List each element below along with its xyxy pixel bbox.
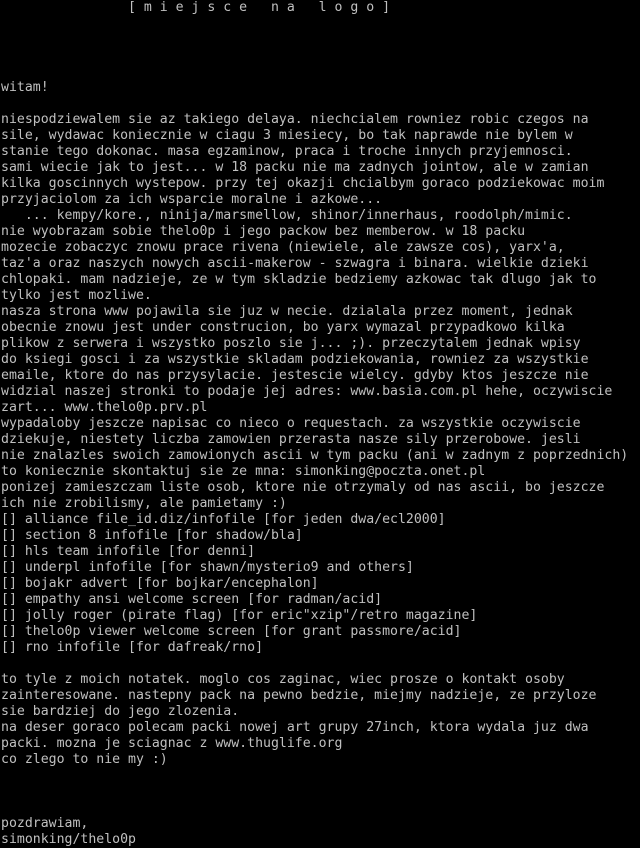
text-line: niespodziewalem sie az takiego delaya. niechcialem rowniez robic czegos na <box>1 112 589 127</box>
text-line: wypadaloby jeszcze napisac co nieco o requestach. za wszystkie oczywiscie <box>1 416 581 431</box>
text-line: [] empathy ansi welcome screen [for radman/acid] <box>1 592 383 607</box>
text-line: [] rno infofile [for dafreak/rno] <box>1 640 264 655</box>
text-line: zart... www.thelo0p.prv.pl <box>1 400 208 415</box>
text-line: simonking/thelo0p <box>1 832 136 847</box>
text-line: sami wiecie jak to jest... w 18 packu nie ma zadnych jointow, ale w zamian <box>1 160 589 175</box>
text-line: tylko jest mozliwe. <box>1 288 152 303</box>
text-line <box>0 32 640 48</box>
text-line: nie znalazles swoich zamowionych ascii w tym packu (ani w zadnym z poprzednich) <box>1 448 629 463</box>
text-line: ponizej zamieszczam liste osob, ktore nie otrzymaly od nas ascii, bo jeszcze <box>1 480 605 495</box>
text-line: widzial naszej stronki to podaje jej adres: www.basia.com.pl hehe, oczywiscie <box>1 384 613 399</box>
text-line <box>0 800 640 816</box>
text-line <box>0 784 640 800</box>
text-line: pozdrawiam, <box>1 816 89 831</box>
text-line <box>0 768 640 784</box>
text-line: plikow z serwera i wszystko poszlo sie j... ;). przeczytalem jednak wpisy <box>1 336 581 351</box>
text-line: witam! <box>1 80 49 95</box>
text-line: [] section 8 infofile [for shadow/bla] <box>1 528 303 543</box>
text-line: packi. mozna je sciagnac z www.thuglife.org <box>1 736 343 751</box>
text-line: przyjaciolom za ich wsparcie moralne i azkowe... <box>1 192 383 207</box>
text-line <box>0 64 640 80</box>
text-line: co zlego to nie my :) <box>1 752 168 767</box>
text-line <box>0 656 640 672</box>
text-line: zainteresowane. nastepny pack na pewno bedzie, miejmy nadzieje, ze przyloze <box>1 688 597 703</box>
text-line: dziekuje, niestety liczba zamowien przerasta nasze sily przerobowe. jesli <box>1 432 581 447</box>
text-line: nie wyobrazam sobie thelo0p i jego packow bez memberow. w 18 packu <box>1 224 526 239</box>
text-line: to koniecznie skontaktuj sie ze mna: simonking@poczta.onet.pl <box>1 464 486 479</box>
text-line: mozecie zobaczyc znowu prace rivena (niewiele, ale zawsze cos), yarx'a, <box>1 240 565 255</box>
text-line: emaile, ktore do nas przysylacie. jestescie wielcy. gdyby ktos jeszcze nie <box>1 368 589 383</box>
text-line: nasza strona www pojawila sie juz w necie. dzialala przez moment, jednak <box>1 304 573 319</box>
text-line: taz'a oraz naszych nowych ascii-makerow - szwagra i binara. wielkie dzieki <box>1 256 589 271</box>
text-line: [] hls team infofile [for denni] <box>1 544 256 559</box>
text-line: na deser goraco polecam packi nowej art grupy 27inch, ktora wydala juz dwa <box>1 720 589 735</box>
text-line: [] underpl infofile [for shawn/mysterio9 and others] <box>1 560 414 575</box>
text-line: ich nie zrobilismy, ale pamietamy :) <box>1 496 287 511</box>
text-line: sile, wydawac koniecznie w ciagu 3 miesiecy, bo tak naprawde nie bylem w <box>1 128 573 143</box>
text-line: do ksiegi gosci i za wszystkie skladam podziekowania, rowniez za wszystkie <box>1 352 589 367</box>
text-line: [ m i e j s c e n a l o g o ] <box>1 0 391 15</box>
text-line: [] alliance file_id.diz/infofile [for jeden dwa/ecl2000] <box>1 512 446 527</box>
text-line <box>0 16 640 32</box>
text-line: [] thelo0p viewer welcome screen [for grant passmore/acid] <box>1 624 462 639</box>
text-line: ... kempy/kore., ninija/marsmellow, shinor/innerhaus, roodolph/mimic. <box>1 208 573 223</box>
text-line: to tyle z moich notatek. moglo cos zaginac, wiec prosze o kontakt osoby <box>1 672 565 687</box>
text-line: [] jolly roger (pirate flag) [for eric"xzip"/retro magazine] <box>1 608 478 623</box>
text-line: kilka goscinnych wystepow. przy tej okazji chcialbym goraco podziekowac moim <box>1 176 605 191</box>
text-line: stanie tego dokonac. masa egzaminow, praca i troche innych przyjemnosci. <box>1 144 573 159</box>
text-line: [] bojakr advert [for bojkar/encephalon] <box>1 576 319 591</box>
text-line: sie bardziej do jego zlozenia. <box>1 704 240 719</box>
text-line: obecnie znowu jest under construcion, bo yarx wymazal przypadkowo kilka <box>1 320 565 335</box>
text-line <box>0 48 640 64</box>
text-line <box>0 96 640 112</box>
text-line: chlopaki. mam nadzieje, ze w tym skladzie bedziemy azkowac tak dlugo jak to <box>1 272 597 287</box>
